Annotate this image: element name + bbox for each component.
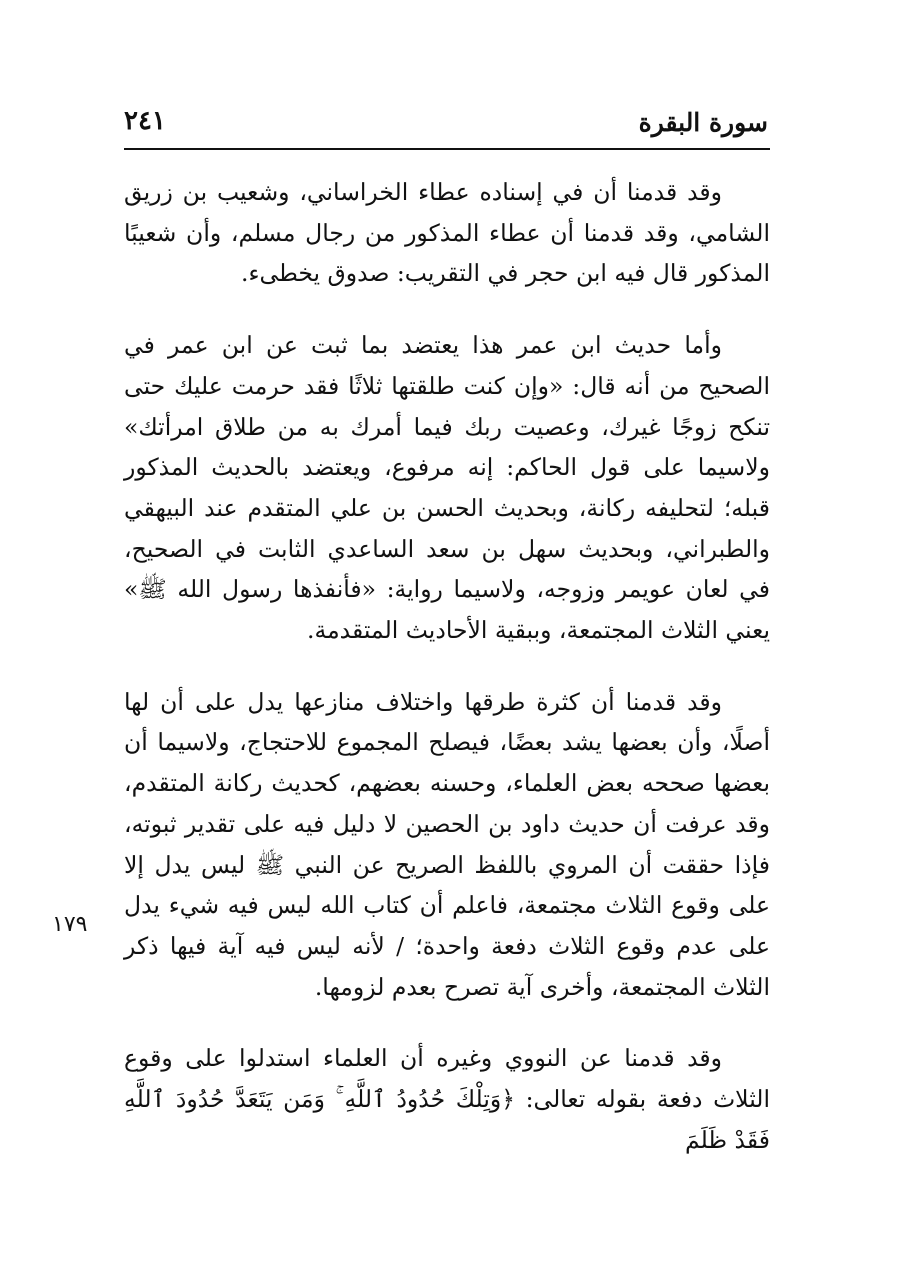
paragraph: وقد قدمنا أن في إسناده عطاء الخراساني، وشعيب بن زريق الشامي، وقد قدمنا أن عطاء المذكور من رجال مسلم، وأن شعيبًا المذكور قال فيه ابن حجر في التقريب: صدوق يخطىء. <box>124 178 770 288</box>
body-text <box>124 172 770 1160</box>
page-number: ٢٤١ <box>124 106 166 136</box>
surah-title: سورة البقرة <box>638 108 768 137</box>
paragraph: وقد قدمنا عن النووي وغيره أن العلماء استدلوا على وقوع الثلاث دفعة بقوله تعالى: ﴿وَتِلْكَ حُدُودُ ٱللَّهِ ۚ وَمَن يَتَعَدَّ حُدُودَ ٱللَّهِ فَقَدْ ظَلَمَ <box>124 1044 770 1154</box>
margin-page-number: ١٧٩ <box>52 912 88 937</box>
paragraph: وأما حديث ابن عمر هذا يعتضد بما ثبت عن ابن عمر في الصحيح من أنه قال: «وإن كنت طلقتها ثلاثًا فقد حرمت عليك حتى تنكح زوجًا غيرك، وعصيت ربك فيما أمرك به من طلاق امرأتك» ولاسيما على قول الحاكم: إنه مرفوع، ويعتضد بالحديث المذكور قبله؛ لتحليفه ركانة، وبحديث الحسن بن علي المتقدم عند البيهقي والطبراني، وبحديث سهل بن سعد الساعدي الثابت في الصحيح، في لعان عويمر وزوجه، ولاسيما رواية: «فأنفذها رسول الله ﷺ» يعني الثلاث المجتمعة، وببقية الأحاديث المتقدمة. <box>124 331 770 645</box>
paragraph: وقد قدمنا أن كثرة طرقها واختلاف منازعها يدل على أن لها أصلًا، وأن بعضها يشد بعضًا، فيصلح المجموع للاحتجاج، ولاسيما أن بعضها صححه بعض العلماء، وحسنه بعضهم، كحديث ركانة المتقدم، وقد عرفت أن حديث داود بن الحصين لا دليل فيه على تقدير ثبوته، فإذا حققت أن المروي باللفظ الصريح عن النبي ﷺ ليس يدل إلا على وقوع الثلاث مجتمعة، فاعلم أن كتاب الله ليس فيه شيء يدل على عدم وقوع الثلاث دفعة واحدة؛ / لأنه ليس فيه آية فيها ذكر الثلاث المجتمعة، وأخرى آية تصرح بعدم لزومها. <box>124 687 770 1001</box>
running-header <box>124 100 770 150</box>
